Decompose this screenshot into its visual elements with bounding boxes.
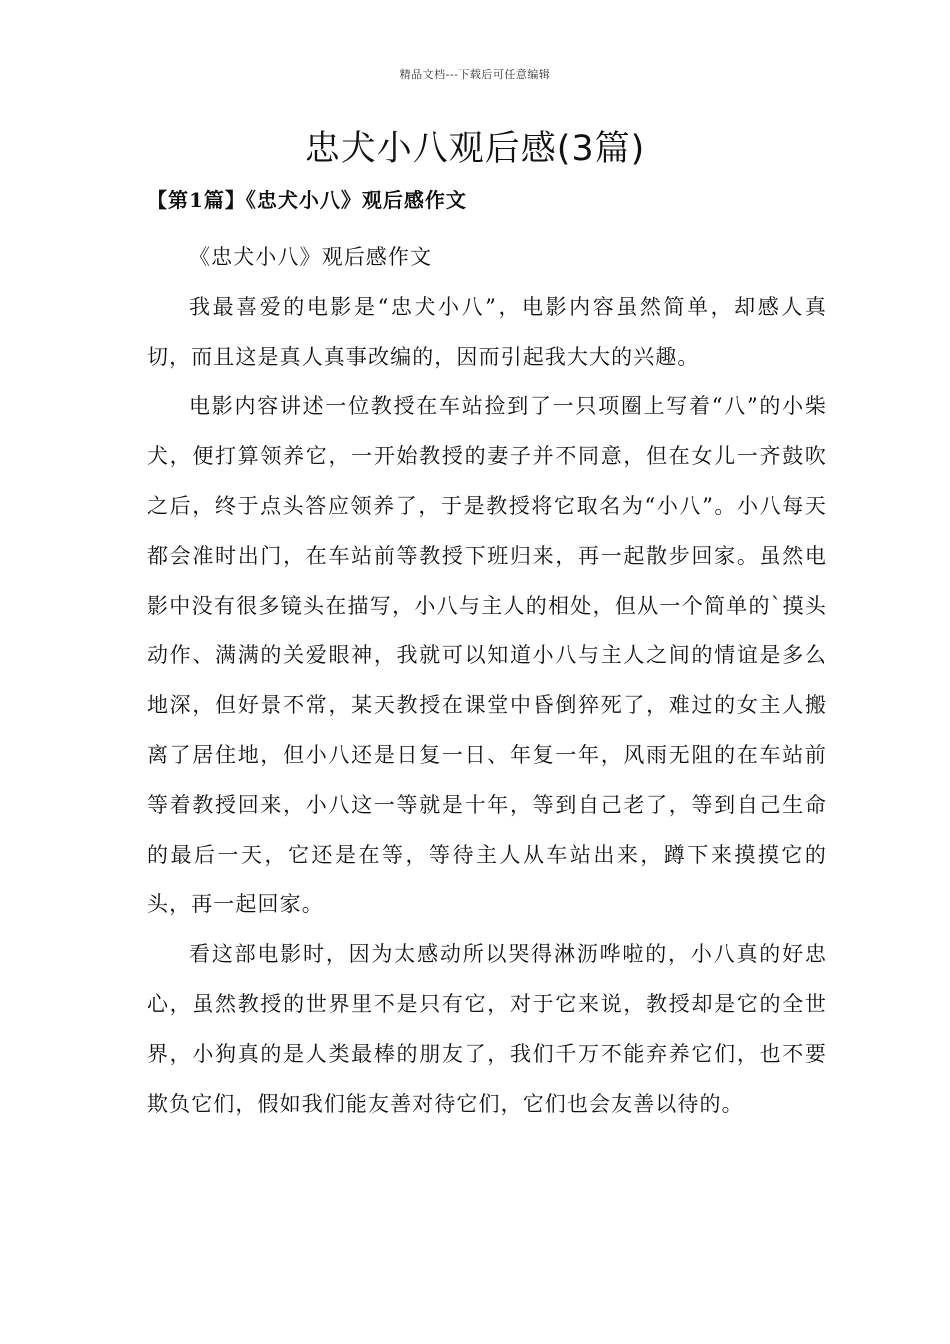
paragraph-subtitle: 《忠犬小八》观后感作文 [189,245,433,269]
header-note: 精品文档---下载后可任意编辑 [399,68,551,81]
document-body [147,233,827,1129]
section-heading: 【第1篇】《忠犬小八》观后感作文 [147,188,467,212]
document-title: 忠犬小八观后感(3篇) [304,129,646,169]
paragraph: 我最喜爱的电影是“忠犬小八”，电影内容虽然简单，却感人真切，而且这是真人真事改编的，因而引起我大大的兴趣。 [147,294,827,369]
paragraph: 电影内容讲述一位教授在车站捡到了一只项圈上写着“八”的小柴犬，便打算领养它，一开始教授的妻子并不同意，但在女儿一齐鼓吹之后，终于点头答应领养了，于是教授将它取名为“小八”。小八每天都会准时出门，在车站前等教授下班归来，再一起散步回家。虽然电影中没有很多镜头在描写，小八与主人的相处，但从一个简单的`摸头动作、满满的关爱眼神，我就可以知道小八与主人之间的情谊是多么地深，但好景不常，某天教授在课堂中昏倒猝死了，难过的女主人搬离了居住地，但小八还是日复一日、年复一年，风雨无阻的在车站前等着教授回来，小八这一等就是十年，等到自己老了，等到自己生命的最后一天，它还是在等，等待主人从车站出来，蹲下来摸摸它的头，再一起回家。 [147,394,827,917]
paragraph: 看这部电影时，因为太感动所以哭得淋沥哗啦的，小八真的好忠心，虽然教授的世界里不是只有它，对于它来说，教授却是它的全世界，小狗真的是人类最棒的朋友了，我们千万不能弃养它们，也不要欺负它们，假如我们能友善对待它们，它们也会友善以待的。 [147,942,827,1116]
